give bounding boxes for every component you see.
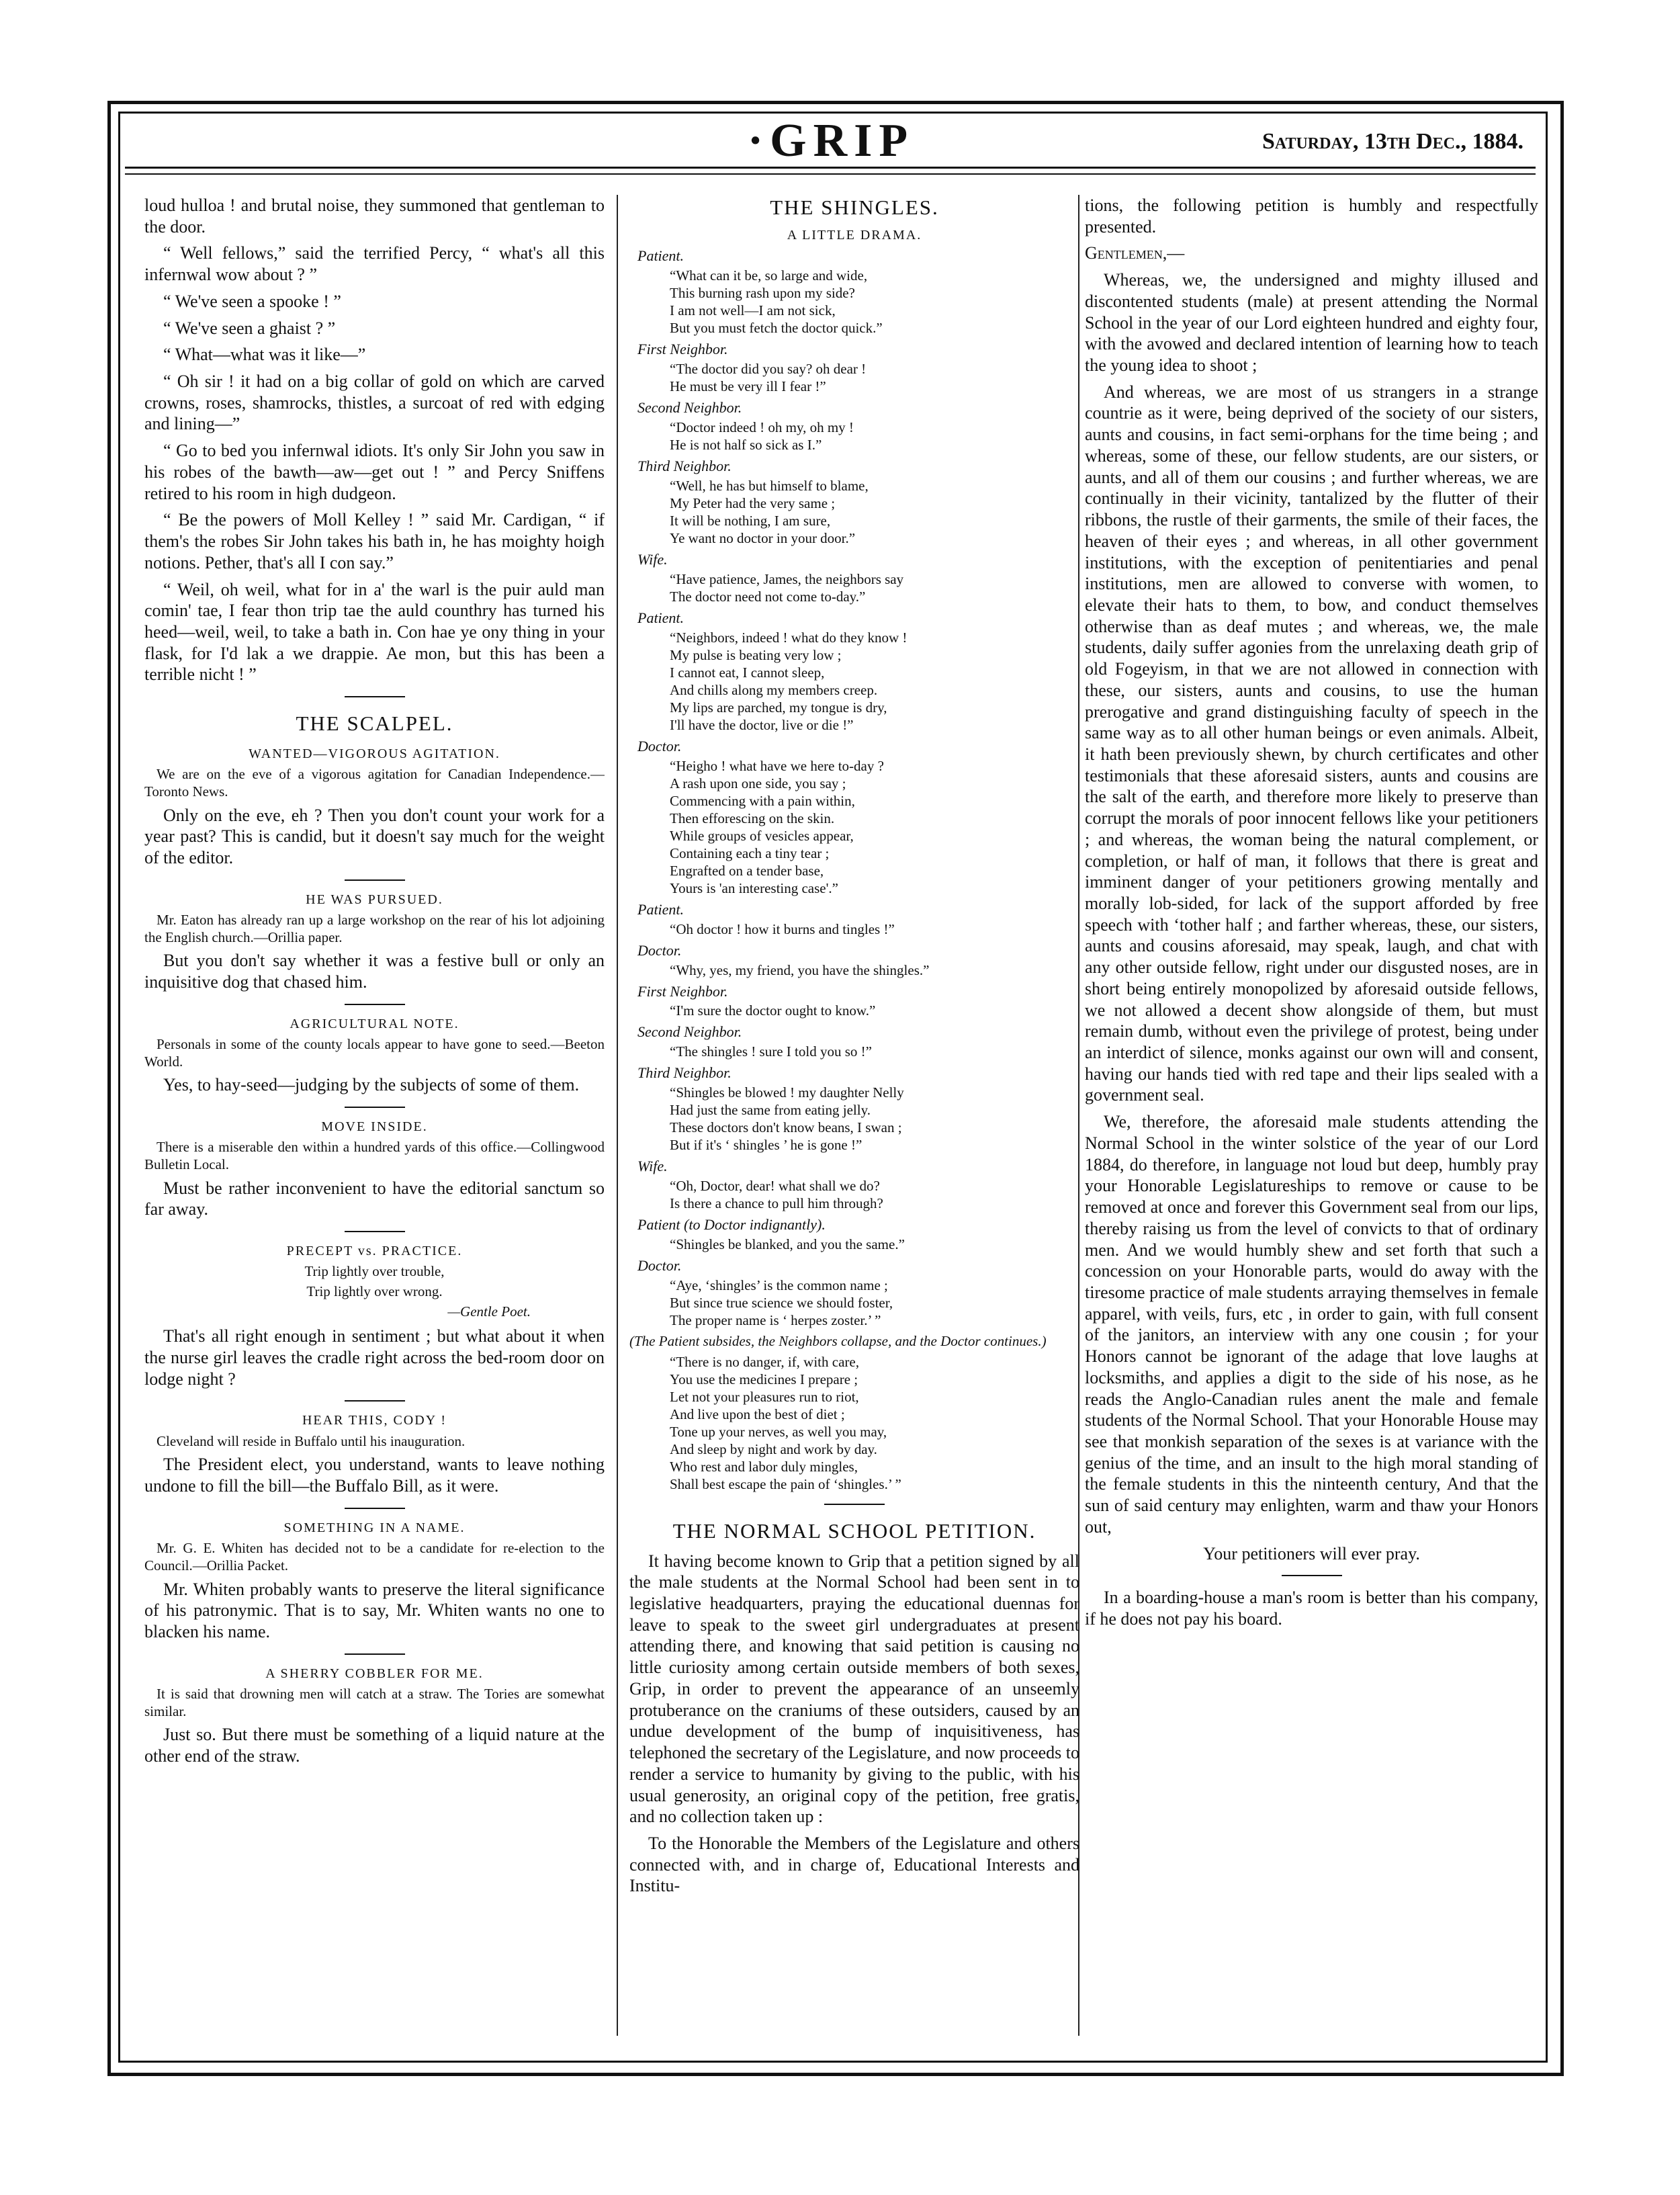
issue-date: Saturday, 13th Dec., 1884. (1262, 129, 1523, 154)
verse-line: The doctor need not come to-day.” (670, 588, 866, 605)
item-heading: WANTED—VIGOROUS AGITATION. (249, 746, 500, 761)
verse-block (670, 961, 1079, 979)
verse-line: “The shingles ! sure I told you so !” (670, 1043, 872, 1060)
verse-block (670, 1177, 1079, 1212)
item-heading: SOMETHING IN A NAME. (283, 1520, 466, 1535)
story-paragraph: “ Oh sir ! it had on a big collar of gold on which are carved crowns, roses, shamrocks, thistles, a surcoat of red with edging and lining—” (144, 372, 605, 434)
verse-block (670, 570, 1079, 605)
speaker-name: Second Neighbor. (637, 399, 742, 417)
masthead-title: ·GRIP (747, 115, 915, 167)
item-heading: A SHERRY COBBLER FOR ME. (265, 1666, 484, 1681)
story-paragraph: “ What—what was it like—” (163, 345, 366, 365)
verse-line: My Peter had the very same ; (670, 494, 836, 511)
verse-line: Trip lightly over wrong. (306, 1283, 443, 1300)
verse-block (670, 1002, 1079, 1019)
verse-line: “I'm sure the doctor ought to know.” (670, 1002, 876, 1019)
speaker-name: Doctor. (637, 737, 682, 755)
verse-line: But if it's ‘ shingles ’ he is gone !” (670, 1137, 863, 1154)
verse-block (670, 419, 1079, 454)
verse-line: He must be very ill I fear !” (670, 378, 826, 395)
verse-line: Then efforescing on the skin. (670, 810, 835, 826)
verse-line: He is not half so sick as I.” (670, 436, 822, 453)
item-heading: MOVE INSIDE. (321, 1119, 428, 1135)
speaker-name: Doctor. (637, 1257, 682, 1275)
verse-line: “There is no danger, if, with care, (670, 1353, 859, 1370)
separator-rule (345, 1107, 405, 1108)
item-quote: Mr. Eaton has already ran up a large workshop on the rear of his lot adjoining the English church.—Orillia paper. (144, 912, 605, 945)
column-divider (617, 195, 618, 2036)
verse-line: “Aye, ‘shingles’ is the common name ; (670, 1277, 888, 1293)
verse-line: I am not well—I am not sick, (670, 302, 836, 319)
item-quote: Mr. G. E. Whiten has decided not to be a candidate for re-election to the Council.—Orillia Packet. (144, 1540, 605, 1574)
separator-rule (345, 1508, 405, 1509)
item-heading: PRECEPT vs. PRACTICE. (286, 1244, 463, 1259)
verse-line: “Oh doctor ! how it burns and tingles !” (670, 920, 895, 937)
verse-attribution: —Gentle Poet. (447, 1303, 531, 1320)
separator-rule (345, 696, 405, 697)
verse-block (670, 267, 1079, 337)
verse-line: “Neighbors, indeed ! what do they know ! (670, 629, 908, 646)
item-quote: We are on the eve of a vigorous agitation for Canadian Independence.—Toronto News. (144, 766, 605, 800)
verse-line: Containing each a tiny tear ; (670, 845, 830, 861)
verse-line: “The doctor did you say? oh dear ! (670, 360, 867, 377)
petition-intro: It having become known to Grip that a petition signed by all the male students at the Normal School had been sent in to legislative headquarters, praying the educational duennas for leave to speak to the sweet girl undergraduates at present attending there, and knowing that said petition is causing no little curiosity among certain outside members of both sexes, Grip, in order to prevent the appearance of an unseemly protuberance on the craniums of these outsiders, caused by an undue development of the bump of inquisitiveness, has telephoned the secretary of the Legislature, and now proceeds to render a service to humanity by giving to the public, with his usual generosity, an original copy of the petition, free gratis, and no collection taken up : (629, 1551, 1079, 1827)
verse-block (670, 920, 1079, 938)
column-left (144, 195, 605, 2036)
verse-line: Is there a chance to pull him through? (670, 1195, 883, 1212)
stage-direction: (The Patient subsides, the Neighbors collapse, and the Doctor continues.) (629, 1332, 1047, 1349)
verse-block (670, 1043, 1079, 1060)
separator-rule (1282, 1575, 1342, 1576)
item-text: But you don't say whether it was a festive bull or only an inquisitive dog that chased him. (144, 951, 605, 992)
separator-rule (345, 879, 405, 881)
verse-line: “Why, yes, my friend, you have the shingles.” (670, 961, 930, 978)
column-middle (629, 195, 1079, 2036)
speaker-name: Patient (to Doctor indignantly). (637, 1216, 826, 1234)
speaker-name: First Neighbor. (637, 341, 728, 358)
item-text: That's all right enough in sentiment ; but what about it when the nurse girl leaves the cradle right across the bed-room door on lodge night ? (144, 1326, 605, 1389)
verse-line: Ye want no doctor in your door.” (670, 529, 856, 546)
item-quote: It is said that drowning men will catch at a straw. The Tories are somewhat similar. (144, 1686, 605, 1719)
speaker-name: Second Neighbor. (637, 1023, 742, 1041)
verse-block (670, 360, 1079, 395)
item-heading: AGRICULTURAL NOTE. (290, 1016, 459, 1031)
speaker-name: Third Neighbor. (637, 1064, 732, 1082)
verse-block (670, 757, 1079, 897)
story-paragraph: “ We've seen a spooke ! ” (163, 291, 341, 311)
item-text: Mr. Whiten probably wants to preserve the literal significance of his patronymic. That is to say, Mr. Whiten wants no one to blacken his name. (144, 1579, 605, 1641)
petition-salutation: Gentlemen,— (1085, 243, 1185, 263)
item-quote: There is a miserable den within a hundred yards of this office.—Collingwood Bulletin Local. (144, 1139, 605, 1173)
verse-line: “Shingles be blanked, and you the same.” (670, 1236, 905, 1252)
verse-line: It will be nothing, I am sure, (670, 512, 831, 529)
verse-line: “Doctor indeed ! oh my, oh my ! (670, 419, 854, 435)
verse-line: Shall best escape the pain of ‘shingles.’ ” (670, 1475, 901, 1492)
item-quote: Personals in some of the county locals appear to have gone to seed.—Beeton World. (144, 1036, 605, 1070)
speaker-name: Wife. (637, 550, 668, 568)
petition-paragraph: Whereas, we, the undersigned and mighty illused and discontented students (male) at present attending the Normal School in the year of our Lord eighteen hundred and eighty four, with the avowed and declared intention of learning how to teach the young idea to shoot ; (1085, 270, 1538, 376)
speaker-name: Wife. (637, 1158, 668, 1175)
story-paragraph: loud hulloa ! and brutal noise, they summoned that gentleman to the door. (144, 196, 605, 236)
petition-paragraph: And whereas, we are most of us strangers in a strange countrie as it were, being deprived of the society of our sisters, aunts and cousins, in fact semi-orphans for the time being ; and whereas, some of these, our fellow students, are our sisters, or aunts, and all of them our cousins ; and further whereas, we are continually in their vicinity, tantalized by the flutter of their ribbons, the rustle of their garments, the smile of their faces, the heaven of their eyes ; and whereas, in all other government institutions, with the exception of penitentiaries and penal institutions, men are allowed to converse with women, to elevate their hats to them, to bow, and conduct themselves otherwise than as deaf mutes ; and whereas, we, the male students, daily suffer agonies from the unrelaxing death grip of old Fogeyism, in that we are not allowed in connection with these, our sisters, aunts and cousins, to use the human prerogative and grand distinguishing faculty of speech in the same way as to all other human beings or even animals. Albeit, it hath been previously shewn, by church certificates and other testimonials that these aforesaid sisters, aunts and cousins are the salt of the earth, and therefore more likely to preserve than corrupt the morals of poor innocent fellows like your petitioners ; and whereas, the woman being the natural complement, or completion, or half of man, it follows that there is great and imminent danger of your petitioners growing mentally and morally lob-sided, for lack of the support afforded by free speech with ‘tother half ; and farther whereas, these, our sisters, aunts and cousins aforesaid, may speak, laugh, and chat with any other outside fellow, right under our disgusted noses, are in short being entirely monopolized by aforesaid outside fellows, we not allowed a decent show alongside of them, but must remain dumb, without even the privilege of protest, being under an interdict of silence, monks against our own will and consent, having our hands tied with red tape and their lips sealed with a government seal. (1085, 382, 1538, 1105)
verse-line: These doctors don't know beans, I swan ; (670, 1119, 902, 1136)
verse-block (670, 1277, 1079, 1329)
verse-line: Who rest and labor duly mingles, (670, 1458, 858, 1475)
separator-rule (824, 1504, 885, 1505)
item-quote: Cleveland will reside in Buffalo until his inauguration. (157, 1432, 466, 1449)
speaker-name: Patient. (637, 247, 684, 265)
section-heading: THE SCALPEL. (296, 712, 453, 736)
petition-address: To the Honorable the Members of the Legislature and others connected with, and in charge of, Educational Interests and Institu- (629, 1833, 1079, 1896)
verse-line: While groups of vesicles appear, (670, 827, 854, 844)
verse-line: A rash upon one side, you say ; (670, 775, 846, 791)
poem-title: THE SHINGLES. (770, 196, 939, 219)
separator-rule (345, 1231, 405, 1232)
verse-line: Tone up your nerves, as well you may, (670, 1423, 887, 1440)
speaker-name: Doctor. (637, 941, 682, 959)
verse-block (670, 1236, 1079, 1253)
item-heading: HEAR THIS, CODY ! (302, 1413, 447, 1428)
verse-line: And chills along my members creep. (670, 681, 878, 698)
separator-rule (345, 1400, 405, 1402)
item-text: Must be rather inconvenient to have the editorial sanctum so far away. (144, 1178, 605, 1219)
separator-rule (345, 1653, 405, 1655)
verse-block (670, 1353, 1079, 1493)
verse-line: Engrafted on a tender base, (670, 862, 824, 879)
item-text: Only on the eve, eh ? Then you don't count your work for a year past? This is candid, but it doesn't say much for the weight of the editor. (144, 805, 605, 867)
section-heading: THE NORMAL SCHOOL PETITION. (672, 1518, 1036, 1543)
verse-block (670, 1084, 1079, 1154)
petition-closing: Your petitioners will ever pray. (1203, 1543, 1420, 1563)
story-paragraph: “ Be the powers of Moll Kelley ! ” said Mr. Cardigan, “ if them's the robes Sir John takes his bath in, he has moighty hoigh notions. Pether, that's all I con say.” (144, 510, 605, 572)
petition-paragraph: We, therefore, the aforesaid male students attending the Normal School in the winter solstice of the year of our Lord 1884, do therefore, in language not loud but deep, humbly pray your Honorable Legislatureships to remove or cause to be removed at once and forever this Government seal from our lips, thereby raising us from the level of convicts to that of ordinary men. And we would humbly shew and set forth that such a concession on your Honorable parts, would do away with the tiresome practice of male students arraying themselves in female apparel, with veils, furs, etc , in order to gain, with full consent of the janitors, an interview with any one cousin ; for your Honors cannot be ignorant of the adage that love laughs at locksmiths, and applies a digit to the side of his nose, as he reads the Anglo-Canadian rules anent the male and female students of the Normal School. That your Honorable House may see that monkish separation of the sexes is at variance with the genius of the time, and an insult to the high moral standing of the female students in this the ninteenth century, And that the sun of said century may enlighten, warm and thaw your Honors out, (1085, 1112, 1538, 1537)
verse-line: And live upon the best of diet ; (670, 1406, 845, 1422)
verse-line: “Shingles be blowed ! my daughter Nelly (670, 1084, 904, 1101)
verse-line: “What can it be, so large and wide, (670, 267, 868, 284)
verse-line: You use the medicines I prepare ; (670, 1371, 858, 1387)
petition-continuation: tions, the following petition is humbly and respectfully presented. (1085, 196, 1538, 236)
verse-line: “Well, he has but himself to blame, (670, 477, 869, 494)
speaker-name: Third Neighbor. (637, 457, 732, 474)
verse-line: Trip lightly over trouble, (304, 1263, 445, 1280)
speaker-name: Patient. (637, 609, 684, 626)
drama-body (629, 247, 1079, 1329)
verse-block (670, 477, 1079, 547)
verse-line: The proper name is ‘ herpes zoster.’ ” (670, 1311, 881, 1328)
closing-joke: In a boarding-house a man's room is better than his company, if he does not pay his board. (1085, 1588, 1538, 1629)
story-paragraph: “ Well fellows,” said the terrified Percy, “ what's all this infernwal wow about ? ” (144, 243, 605, 285)
verse-line: “Have patience, James, the neighbors say (670, 570, 904, 587)
item-text: Yes, to hay-seed—judging by the subjects of some of them. (163, 1075, 580, 1095)
masthead-rule-thin (125, 173, 1536, 175)
verse-line: And sleep by night and work by day. (670, 1440, 877, 1457)
verse-line: Had just the same from eating jelly. (670, 1102, 871, 1119)
speaker-name: Patient. (637, 900, 684, 918)
verse-line: My pulse is beating very low ; (670, 646, 842, 663)
verse-line: “Oh, Doctor, dear! what shall we do? (670, 1178, 880, 1195)
story-paragraph: “ We've seen a ghaist ? ” (163, 318, 336, 338)
verse-line: This burning rash upon my side? (670, 285, 855, 302)
verse-line: “Heigho ! what have we here to-day ? (670, 757, 884, 774)
verse-line: Yours is 'an interesting case'.” (670, 879, 838, 896)
verse-line: I'll have the doctor, live or die !” (670, 716, 854, 733)
verse-block (670, 629, 1079, 734)
verse-line: My lips are parched, my tongue is dry, (670, 699, 887, 716)
masthead (118, 112, 1544, 167)
verse-line: But you must fetch the doctor quick.” (670, 320, 883, 337)
item-heading: HE WAS PURSUED. (306, 892, 443, 907)
verse-line: Commencing with a pain within, (670, 792, 855, 809)
masthead-rule (125, 167, 1536, 169)
verse-line: Let not your pleasures run to riot, (670, 1388, 859, 1405)
separator-rule (345, 1004, 405, 1005)
poem-subtitle: A LITTLE DRAMA. (787, 227, 922, 243)
column-right (1085, 195, 1538, 2036)
item-text: Just so. But there must be something of a liquid nature at the other end of the straw. (144, 1725, 605, 1766)
verse-line: But since true science we should foster, (670, 1294, 893, 1311)
speaker-name: First Neighbor. (637, 982, 728, 1000)
verse-line: I cannot eat, I cannot sleep, (670, 664, 825, 681)
item-text: The President elect, you understand, wants to leave nothing undone to fill the bill—the Buffalo Bill, as it were. (144, 1455, 605, 1496)
story-paragraph: “ Go to bed you infernwal idiots. It's only Sir John you saw in his robes of the bawth—aw—get out ! ” and Percy Sniffens retired to his room in high dudgeon. (144, 441, 605, 503)
story-paragraph: “ Weil, oh weil, what for in a' the warl is the puir auld man comin' tae, I fear thon trip tae the auld counthry has turned his heed—weil, weil, to take a bath in. Con hae ye ony thing in your flask, for I'd lak a we drappie. Ae mon, but this has been a terrible nicht ! ” (144, 579, 605, 685)
